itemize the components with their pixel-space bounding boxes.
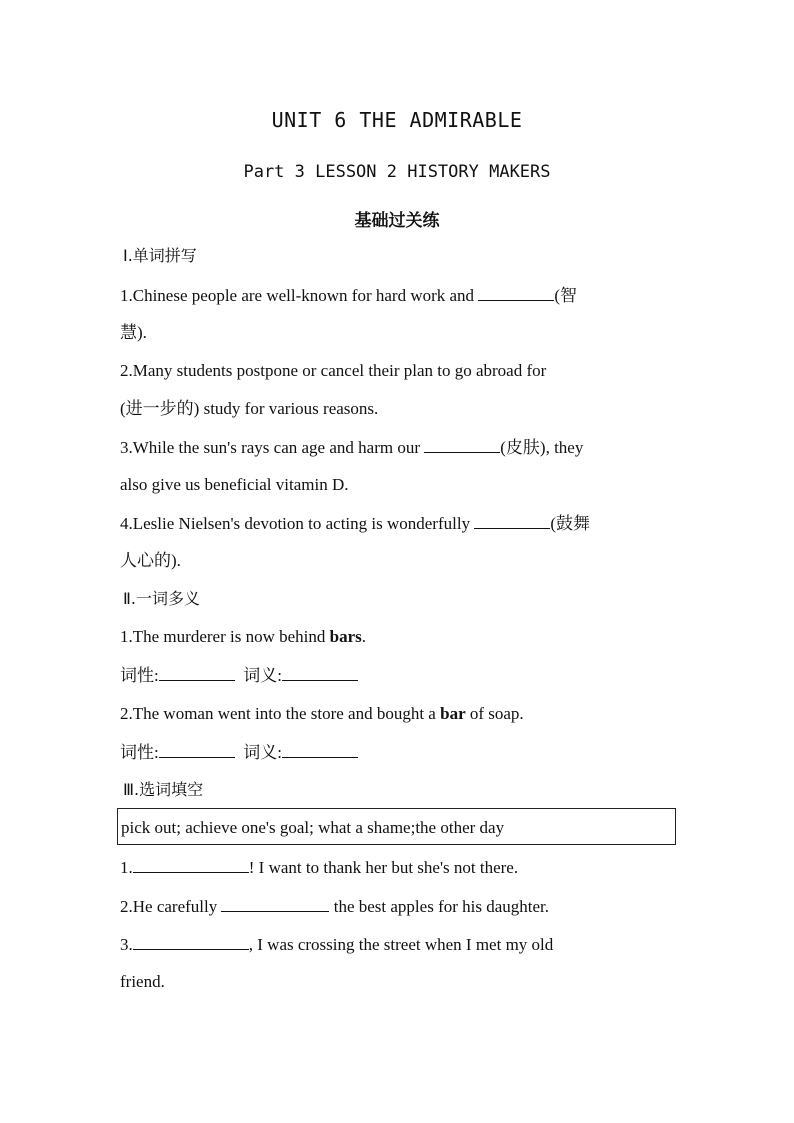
answer-blank[interactable] — [424, 436, 500, 453]
fill-q1-number: 1. — [120, 858, 133, 877]
section-heading-spelling: Ⅰ.单词拼写 — [123, 246, 197, 265]
polysemy-q1-end: . — [361, 627, 366, 646]
q3-hint: (皮肤), they — [500, 438, 584, 457]
spelling-q4-line1 — [120, 512, 680, 535]
spelling-q3-line1 — [120, 436, 680, 459]
pos-label: 词性: — [120, 666, 159, 685]
polysemy-q2 — [120, 703, 680, 725]
answer-blank[interactable] — [221, 895, 329, 912]
fill-q3-number: 3. — [120, 935, 133, 954]
meaning-label: 词义: — [243, 743, 282, 762]
q1-text: 1.Chinese people are well-known for hard work and — [120, 286, 479, 305]
spelling-q1-line1 — [120, 284, 680, 307]
q3-text: 3.While the sun's rays can age and harm our — [120, 438, 425, 457]
answer-blank[interactable] — [478, 284, 554, 301]
q1-hint: (智 — [554, 286, 577, 305]
fill-q2-text: 2.He carefully — [120, 897, 222, 916]
polysemy-q1-text: 1.The murderer is now behind — [120, 627, 330, 646]
section-heading-polysemy: Ⅱ.一词多义 — [123, 589, 200, 608]
polysemy-q1 — [120, 626, 680, 648]
lesson-title: Part 3 LESSON 2 HISTORY MAKERS — [243, 162, 551, 182]
meaning-blank[interactable] — [282, 664, 358, 681]
fill-q2 — [120, 895, 680, 918]
section-heading-fill-in: Ⅲ.选词填空 — [123, 780, 204, 799]
fill-q1-text: ! I want to thank her but she's not there. — [248, 858, 519, 877]
meaning-label: 词义: — [243, 666, 282, 685]
answer-blank[interactable] — [133, 856, 249, 873]
fill-q3-line2: friend. — [120, 972, 165, 991]
fill-q1 — [120, 856, 680, 879]
polysemy-q2-answer-line — [120, 741, 680, 764]
keyword-bar: bar — [440, 704, 466, 723]
fill-q3-line1 — [120, 933, 680, 956]
word-bank-box: pick out; achieve one's goal; what a shame;the other day — [117, 808, 676, 845]
fill-q3-text: , I was crossing the street when I met my old — [248, 935, 554, 954]
pos-blank[interactable] — [159, 664, 235, 681]
spelling-q4-line2: 人心的). — [120, 551, 181, 570]
spelling-q3-line2: also give us beneficial vitamin D. — [120, 475, 349, 494]
fill-q2-end: the best apples for his daughter. — [329, 897, 550, 916]
unit-title: UNIT 6 THE ADMIRABLE — [271, 108, 523, 132]
q4-text: 4.Leslie Nielsen's devotion to acting is wonderfully — [120, 514, 475, 533]
pos-label: 词性: — [120, 743, 159, 762]
polysemy-q2-text: 2.The woman went into the store and bought a — [120, 704, 441, 723]
spelling-q1-line2: 慧). — [120, 323, 147, 342]
q4-hint: (鼓舞 — [550, 514, 590, 533]
polysemy-q1-answer-line — [120, 664, 680, 687]
spelling-q2-line2: (进一步的) study for various reasons. — [120, 399, 379, 418]
keyword-bars: bars — [329, 627, 362, 646]
answer-blank[interactable] — [133, 933, 249, 950]
exercise-title: 基础过关练 — [354, 211, 440, 231]
answer-blank[interactable] — [474, 512, 550, 529]
pos-blank[interactable] — [159, 741, 235, 758]
meaning-blank[interactable] — [282, 741, 358, 758]
polysemy-q2-end: of soap. — [465, 704, 524, 723]
spelling-q2-line1: 2.Many students postpone or cancel their plan to go abroad for — [120, 361, 547, 380]
